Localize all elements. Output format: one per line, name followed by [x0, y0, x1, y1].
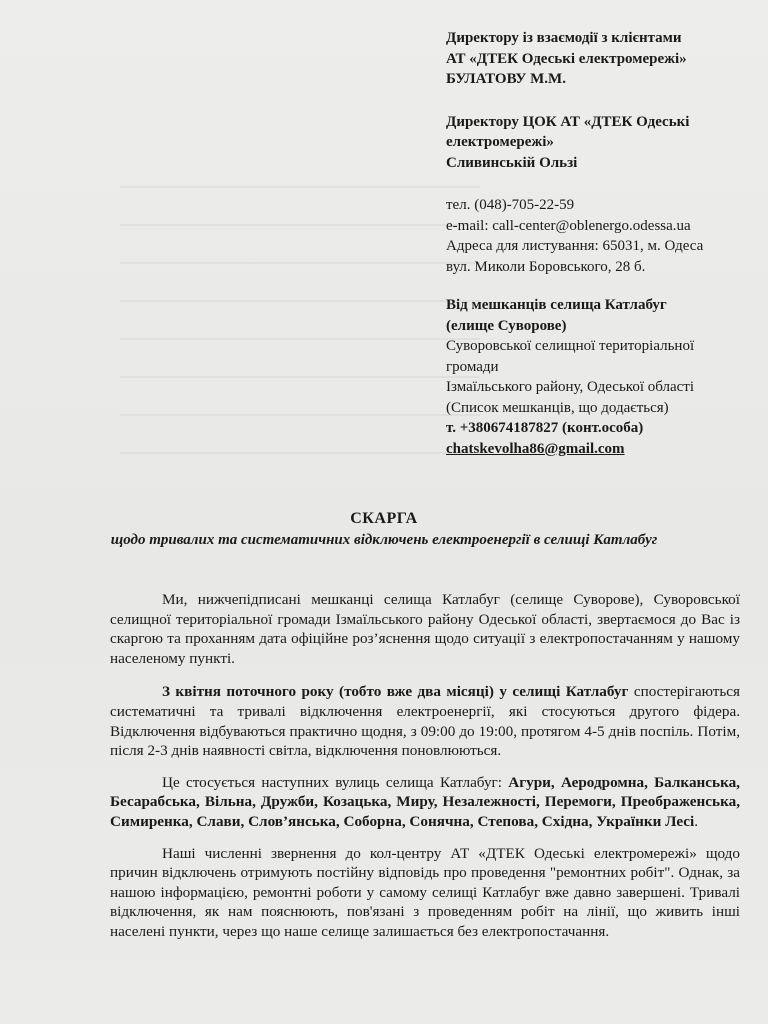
recipient-second-line2: електромережі»	[446, 134, 554, 150]
paragraph-2	[110, 682, 740, 760]
sender-line4: громади	[446, 358, 499, 375]
recipient-first-line1: Директору із взаємодії з клієнтами	[446, 30, 682, 46]
paragraph-3-lead: Це стосується наступних вулиць селища Катлабуг:	[162, 773, 509, 791]
paragraph-3	[110, 773, 740, 832]
sender-line6: (Список мешканців, що додається)	[446, 399, 669, 416]
sender-line2: (елище Суворове)	[446, 317, 567, 334]
recipient-first-line2: АТ «ДТЕК Одеські електромережі»	[446, 50, 687, 67]
recipient-first	[446, 28, 756, 90]
sender-block	[446, 295, 756, 459]
sender-line5: Ізмаїльського району, Одеської області	[446, 379, 695, 395]
sender-line3: Суворовської селищної територіальної	[446, 338, 695, 354]
sender-line1: Від мешканців селища Катлабуг	[446, 297, 667, 313]
recipient-second	[446, 112, 756, 174]
recipient-second-line1: Директору ЦОК АТ «ДТЕК Одеські	[446, 113, 690, 130]
paragraph-4: Наші численні звернення до кол-центру АТ «ДТЕК Одеські електромережі» щодо причин відключень отримують постійну відповідь про проведення "ремонтних робіт". Однак, за нашою інформацією, ремонтні роботи у самому селищі Катлабуг вже давно завершені. Тривалі відключення, як нам пояснюють, пов'язані з проведенням робіт на лінії, що живить інші населені пункти, через що наше селище залишається без електропостачання.	[110, 844, 740, 940]
contact-address-line1: Адреса для листування: 65031, м. Одеса	[446, 238, 704, 254]
street-list: Агури, Аеродромна, Балканська, Бесарабська, Вільна, Дружби, Козацька, Миру, Незалежності, Перемоги, Преображенська, Симиренка, Слави, Слов’янська, Соборна, Сонячна, Степова, Східна, Українки Лесі	[110, 773, 740, 830]
contact-email: e-mail: call-center@oblenergo.odessa.ua	[446, 217, 691, 234]
bleed-through-shadow	[120, 160, 480, 490]
recipient-first-line3: БУЛАТОВУ М.М.	[446, 71, 566, 87]
paragraph-1: Ми, нижчепідписані мешканці селища Катлабуг (селище Суворове), Суворовської селищної територіальної громади Ізмаїльського району Одеської області, звертаємося до Вас із скаргою та проханням дата офіційне роз’яснення щодо ситуації з електропостачанням у нашому населеному пункті.	[110, 591, 740, 667]
recipients-block	[446, 28, 756, 459]
sender-phone: т. +380674187827 (конт.особа)	[446, 420, 644, 436]
sender-email-link[interactable]: chatskevolha86@gmail.com	[446, 440, 625, 457]
contact-phone: тел. (048)-705-22-59	[446, 197, 575, 213]
document-body	[110, 590, 740, 954]
document-subtitle: щодо тривалих та систематичних відключень електроенергії в селищі Катлабуг	[110, 532, 658, 548]
paragraph-3-end: .	[694, 812, 699, 830]
contact-address-line2: вул. Миколи Боровського, 28 б.	[446, 258, 646, 275]
recipient-second-line3: Сливинській Ользі	[446, 154, 578, 171]
recipient-contacts	[446, 195, 756, 277]
paragraph-2-rest: спостерігаються систематичні та тривалі відключення електроенергії, які стосуються другого фідера. Відключення відбуваються практично щодня, з 09:00 до 19:00, протягом 4-5 днів поспіль. Потім, після 2-3 днів наявності світла, відключення поновлюються.	[110, 683, 741, 760]
document-title: СКАРГА	[350, 510, 418, 527]
paragraph-2-lead: З квітня поточного року (тобто вже два місяці) у селищі Катлабуг	[162, 683, 629, 701]
